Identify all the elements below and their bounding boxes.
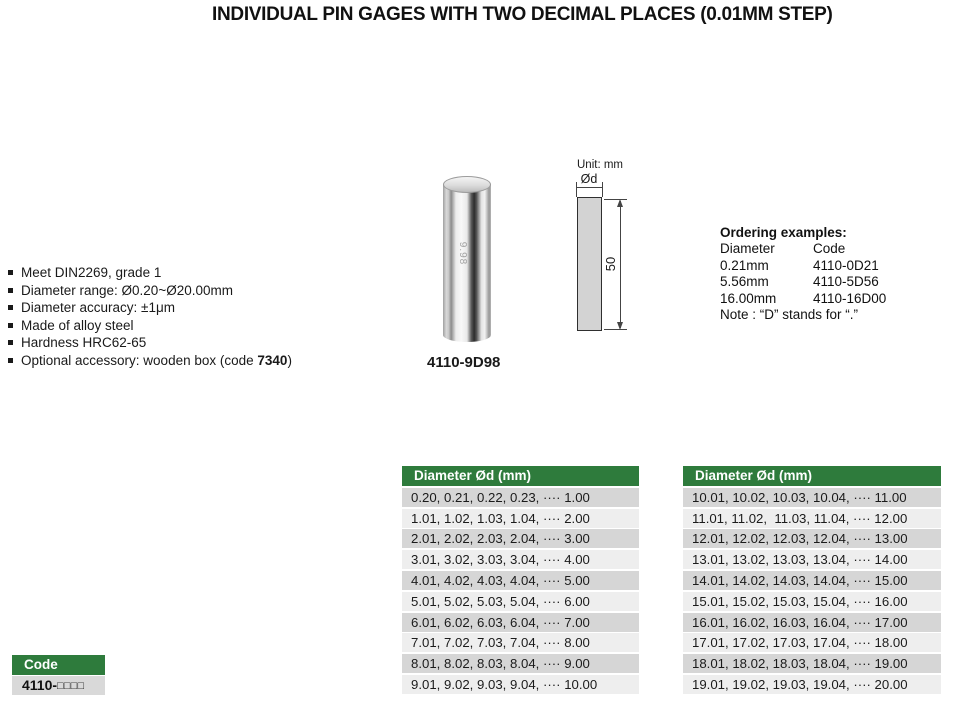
list-item <box>8 299 292 317</box>
diameter-table-left <box>402 466 639 694</box>
ordering-examples <box>720 225 886 323</box>
feature-text: Diameter accuracy: ±1μm <box>21 300 175 316</box>
page-title: INDIVIDUAL PIN GAGES WITH TWO DECIMAL PLACES (0.01MM STEP) <box>212 4 833 25</box>
bullet-square-icon <box>8 305 13 310</box>
bullet-square-icon <box>8 288 13 293</box>
list-item <box>8 282 292 300</box>
length-dimension-label: 50 <box>603 256 618 272</box>
table-row: 6.01, 6.02, 6.03, 6.04, ···· 7.00 <box>402 613 639 632</box>
table-row: 13.01, 13.02, 13.03, 13.04, ···· 14.00 <box>683 550 941 569</box>
bullet-square-icon <box>8 340 13 345</box>
extension-line <box>604 199 627 200</box>
table-header: Diameter Ød (mm) <box>402 466 639 486</box>
table-row: 18.01, 18.02, 18.03, 18.04, ···· 19.00 <box>683 654 941 673</box>
code-placeholder-boxes: □□□□ <box>57 680 85 692</box>
arrow-down-icon <box>617 322 623 330</box>
arrow-up-icon <box>617 199 623 207</box>
pin-gage-engraving: 9.98 <box>457 241 469 266</box>
ordering-row <box>720 274 886 290</box>
list-item <box>8 352 292 370</box>
pin-outline-drawing <box>577 197 602 331</box>
bullet-square-icon <box>8 270 13 275</box>
table-header: Diameter Ød (mm) <box>683 466 941 486</box>
pin-gage-photo <box>443 176 491 344</box>
table-row: 10.01, 10.02, 10.03, 10.04, ···· 11.00 <box>683 488 941 507</box>
feature-list <box>8 264 292 370</box>
extension-line <box>604 329 627 330</box>
table-row: 16.01, 16.02, 16.03, 16.04, ···· 17.00 <box>683 613 941 632</box>
ordering-code: 4110-0D21 <box>813 257 879 273</box>
table-row: 9.01, 9.02, 9.03, 9.04, ···· 10.00 <box>402 675 639 694</box>
feature-text: Made of alloy steel <box>21 317 134 333</box>
table-row: 0.20, 0.21, 0.22, 0.23, ···· 1.00 <box>402 488 639 507</box>
code-prefix: 4110- <box>22 677 58 693</box>
accessory-code: 7340 <box>257 352 288 368</box>
table-row: 15.01, 15.02, 15.03, 15.04, ···· 16.00 <box>683 592 941 611</box>
ordering-diameter: 16.00mm <box>720 290 777 306</box>
length-dimension-line <box>620 201 621 328</box>
code-box-value <box>12 676 105 695</box>
product-model-label: 4110-9D98 <box>427 354 501 371</box>
list-item <box>8 334 292 352</box>
table-row: 8.01, 8.02, 8.03, 8.04, ···· 9.00 <box>402 654 639 673</box>
table-row: 1.01, 1.02, 1.03, 1.04, ···· 2.00 <box>402 509 639 528</box>
ordering-code: 4110-5D56 <box>813 274 879 290</box>
ordering-code: 4110-16D00 <box>813 290 887 306</box>
table-row: 2.01, 2.02, 2.03, 2.04, ···· 3.00 <box>402 529 639 548</box>
ordering-row <box>720 291 886 307</box>
ordering-col-diameter: Diameter <box>720 241 775 257</box>
table-row: 7.01, 7.02, 7.03, 7.04, ···· 8.00 <box>402 633 639 652</box>
list-item <box>8 317 292 335</box>
ordering-title: Ordering examples: <box>720 225 847 240</box>
code-box-header: Code <box>12 655 105 675</box>
diameter-table-right <box>683 466 941 694</box>
feature-text: Optional accessory: wooden box (code <box>21 352 258 368</box>
feature-text: Meet DIN2269, grade 1 <box>21 265 162 280</box>
ordering-row <box>720 258 886 274</box>
table-row: 11.01, 11.02, 11.03, 11.04, ···· 12.00 <box>683 509 941 528</box>
bullet-square-icon <box>8 358 13 363</box>
feature-text: Hardness HRC62-65 <box>21 335 147 351</box>
ordering-note: Note : “D” stands for “.” <box>720 307 859 323</box>
table-row: 14.01, 14.02, 14.03, 14.04, ···· 15.00 <box>683 571 941 590</box>
table-row: 3.01, 3.02, 3.03, 3.04, ···· 4.00 <box>402 550 639 569</box>
ordering-diameter: 0.21mm <box>720 257 769 273</box>
unit-label: Unit: mm <box>577 159 623 171</box>
ordering-diameter: 5.56mm <box>720 274 769 290</box>
list-item <box>8 264 292 282</box>
dimension-tick <box>602 182 603 197</box>
table-row: 12.01, 12.02, 12.03, 12.04, ···· 13.00 <box>683 529 941 548</box>
table-row: 4.01, 4.02, 4.03, 4.04, ···· 5.00 <box>402 571 639 590</box>
bullet-square-icon <box>8 323 13 328</box>
ordering-header-row <box>720 241 886 257</box>
feature-text: Diameter range: Ø0.20~Ø20.00mm <box>21 282 233 298</box>
ordering-col-code: Code <box>813 241 846 257</box>
diameter-dimension-line <box>576 187 603 188</box>
dimension-tick <box>576 182 577 197</box>
pin-gage-top-face <box>443 176 491 193</box>
feature-text: ) <box>287 352 292 368</box>
table-row: 19.01, 19.02, 19.03, 19.04, ···· 20.00 <box>683 675 941 694</box>
table-row: 5.01, 5.02, 5.03, 5.04, ···· 6.00 <box>402 592 639 611</box>
table-row: 17.01, 17.02, 17.03, 17.04, ···· 18.00 <box>683 633 941 652</box>
diameter-dimension-label: Ød <box>580 172 598 186</box>
